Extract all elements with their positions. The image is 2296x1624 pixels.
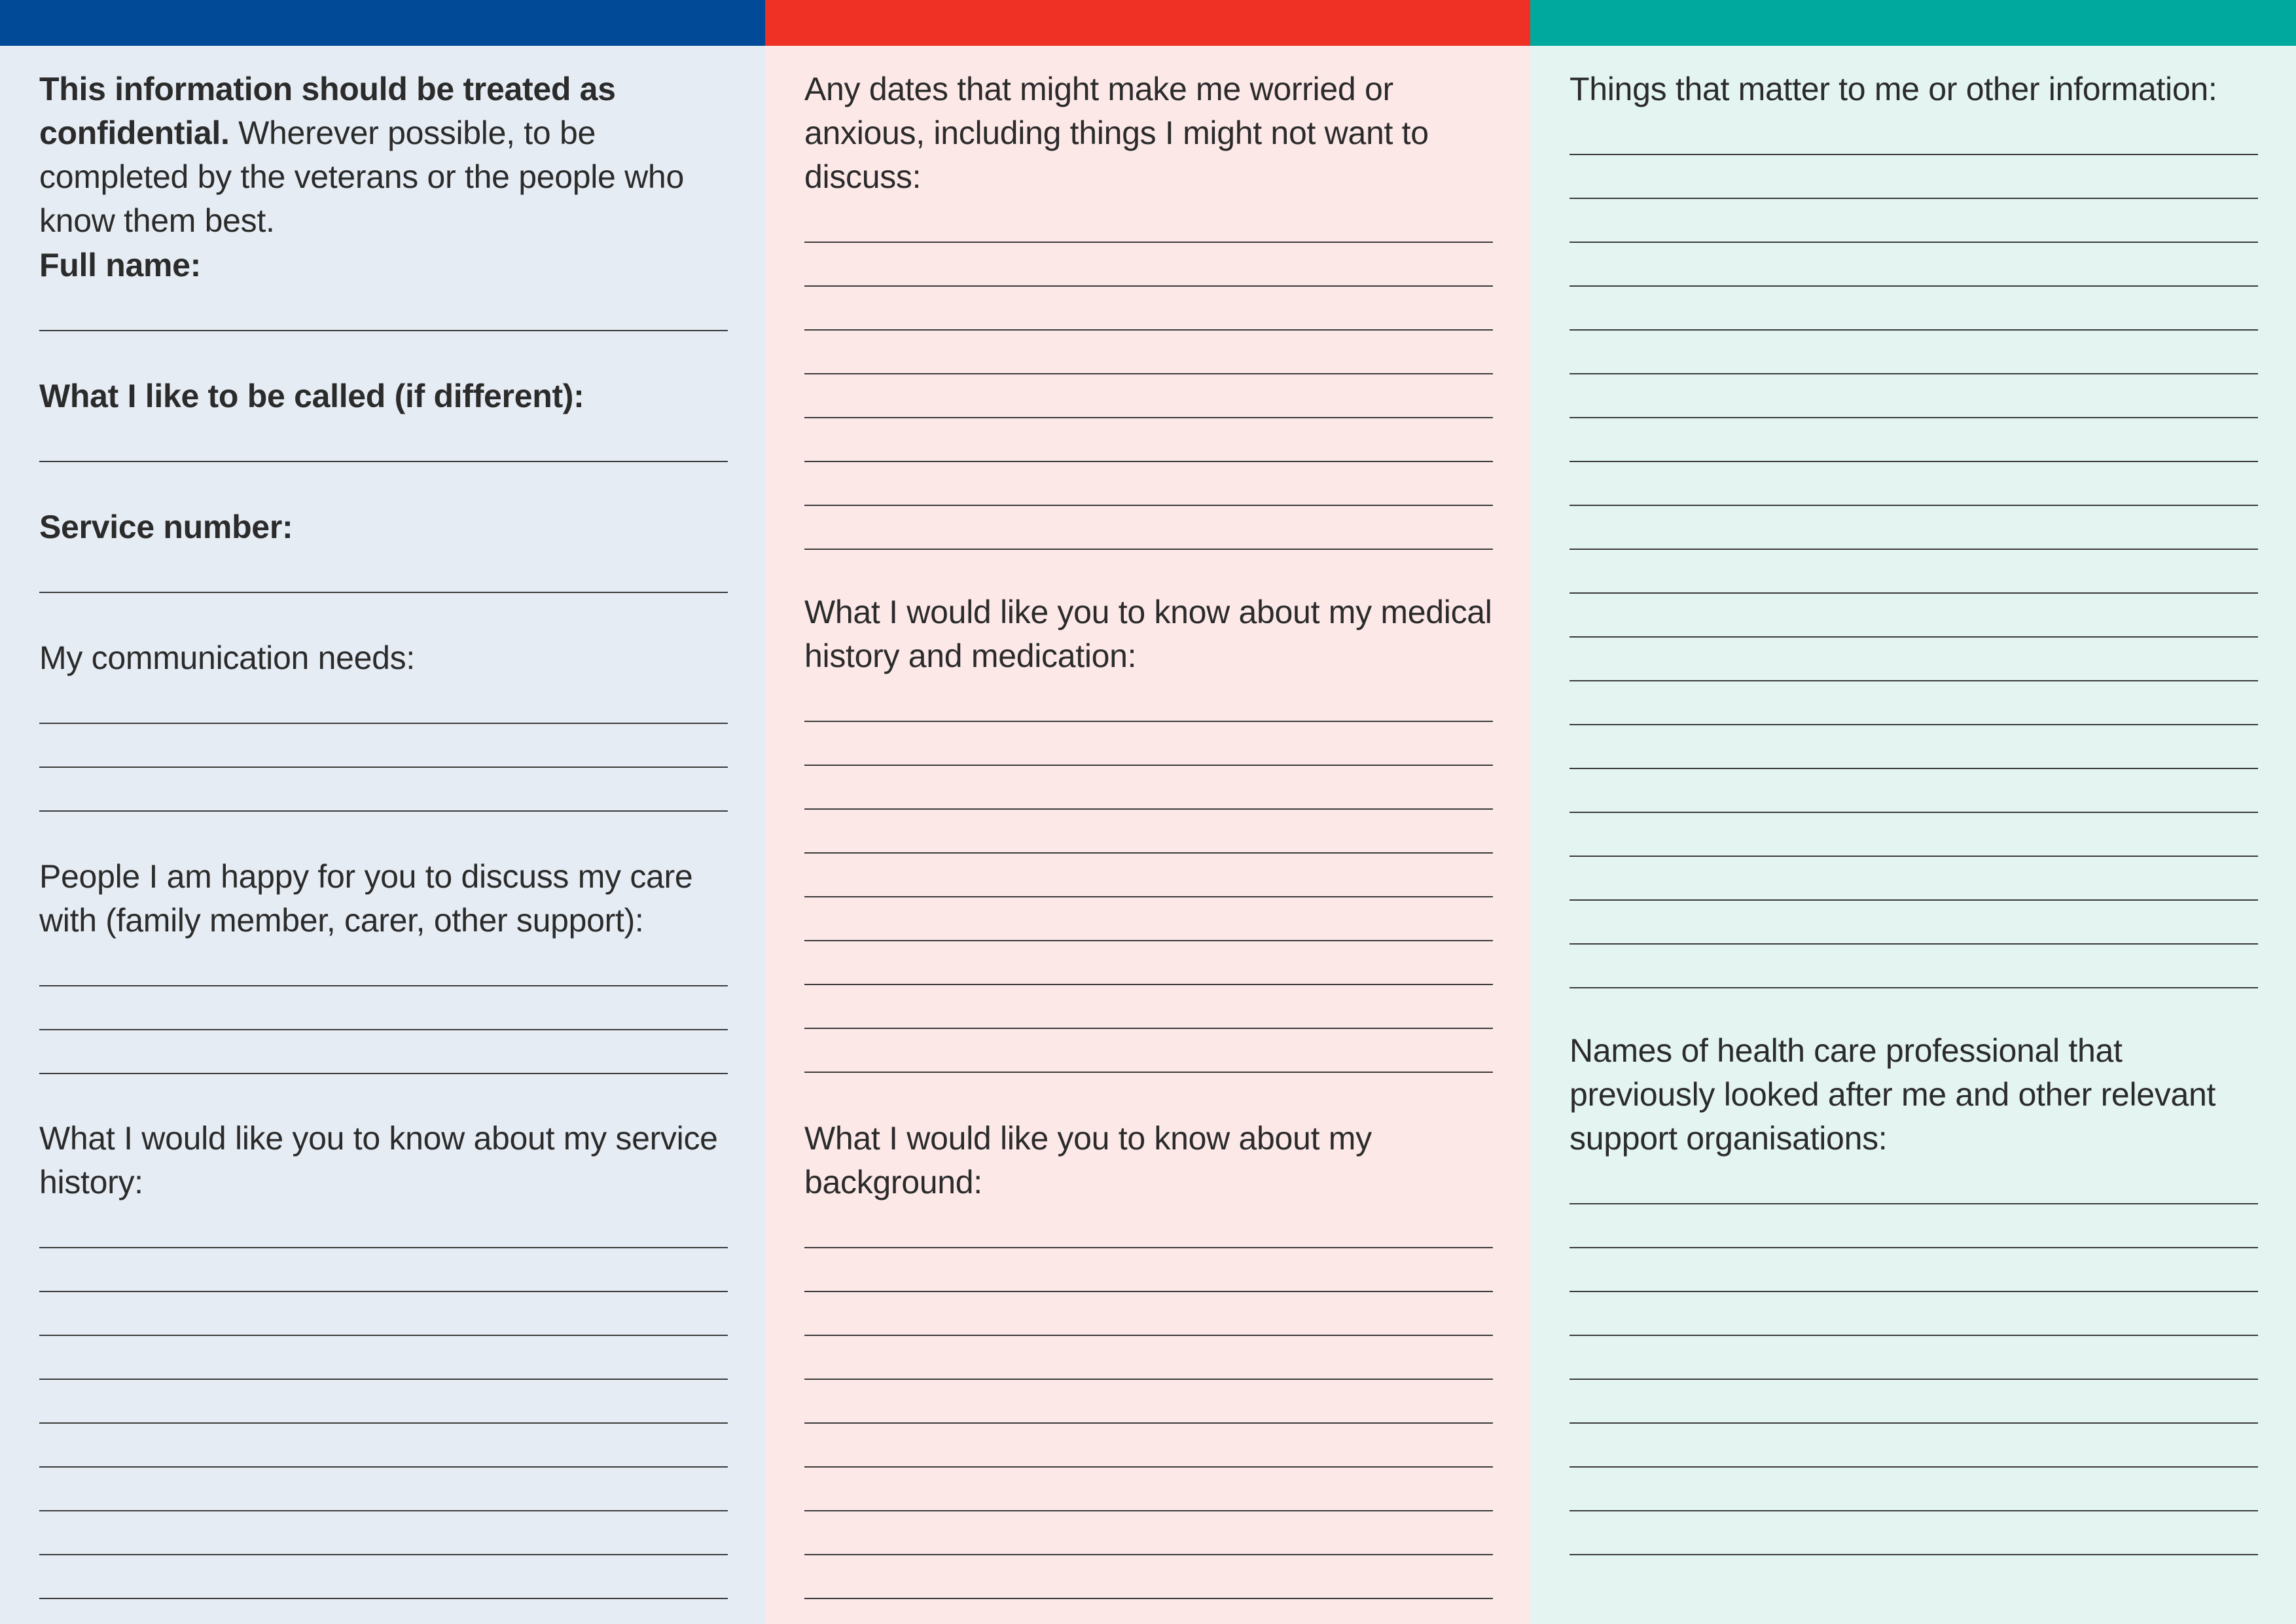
write-line[interactable] (1570, 1468, 2258, 1511)
service-number-label: Service number: (39, 509, 293, 545)
write-line[interactable] (1570, 1161, 2258, 1204)
communication-needs-label: My communication needs: (39, 640, 415, 676)
write-line[interactable] (1570, 1424, 2258, 1468)
write-line[interactable] (1570, 813, 2258, 857)
write-line[interactable] (1570, 418, 2258, 462)
confidential-notice-text (39, 67, 728, 243)
previous-care-professionals-label: Names of health care professional that previously looked after me and other relevant support organisations: (1570, 1032, 2216, 1157)
write-line[interactable] (804, 1380, 1493, 1424)
column-history (765, 0, 1530, 1624)
write-line[interactable] (39, 1336, 728, 1380)
care-contacts-field[interactable] (39, 943, 728, 1074)
service-history-section (39, 1117, 728, 1599)
write-line[interactable] (1570, 638, 2258, 681)
write-line[interactable] (804, 766, 1493, 810)
write-line[interactable] (804, 810, 1493, 854)
write-line[interactable] (804, 374, 1493, 418)
write-line[interactable] (804, 722, 1493, 766)
write-line[interactable] (1570, 1336, 2258, 1380)
write-line[interactable] (39, 768, 728, 812)
write-line[interactable] (39, 287, 728, 331)
medical-history-field[interactable] (804, 678, 1493, 1073)
things-that-matter-label: Things that matter to me or other information: (1570, 71, 2217, 107)
write-line[interactable] (39, 549, 728, 593)
care-contacts-label: People I am happy for you to discuss my care with (family member, carer, other support): (39, 858, 693, 939)
write-line[interactable] (1570, 945, 2258, 988)
write-line[interactable] (1570, 1292, 2258, 1336)
write-line[interactable] (1570, 331, 2258, 374)
write-line[interactable] (39, 1468, 728, 1511)
write-line[interactable] (39, 680, 728, 724)
background-section (804, 1117, 1493, 1599)
write-line[interactable] (804, 854, 1493, 897)
write-line[interactable] (804, 506, 1493, 550)
medical-history-section (804, 590, 1493, 1073)
write-line[interactable] (1570, 594, 2258, 638)
previous-care-professionals-field[interactable] (1570, 1161, 2258, 1555)
write-line[interactable] (804, 1424, 1493, 1468)
write-line[interactable] (39, 1511, 728, 1555)
things-that-matter-field[interactable] (1570, 111, 2258, 988)
write-line[interactable] (39, 1204, 728, 1248)
things-that-matter-section (1570, 67, 2258, 988)
write-line[interactable] (804, 287, 1493, 331)
full-name-label: Full name: (39, 247, 202, 283)
write-line[interactable] (1570, 1248, 2258, 1292)
write-line[interactable] (804, 1292, 1493, 1336)
write-line[interactable] (39, 1248, 728, 1292)
write-line[interactable] (1570, 769, 2258, 813)
write-line[interactable] (1570, 199, 2258, 243)
previous-care-professionals-section (1570, 1029, 2258, 1555)
write-line[interactable] (804, 1511, 1493, 1555)
column-other-information (1530, 0, 2296, 1624)
write-line[interactable] (804, 1555, 1493, 1599)
care-contacts-section (39, 855, 728, 1074)
write-line[interactable] (39, 418, 728, 462)
background-label: What I would like you to know about my background: (804, 1120, 1372, 1200)
anxious-dates-section (804, 67, 1493, 550)
preferred-name-label: What I like to be called (if different): (39, 378, 584, 414)
write-line[interactable] (804, 331, 1493, 374)
write-line[interactable] (1570, 155, 2258, 199)
confidential-notice-bold: This information should be treated as confidential. (39, 71, 616, 151)
write-line[interactable] (1570, 1511, 2258, 1555)
preferred-name-field[interactable] (39, 418, 728, 462)
write-line[interactable] (39, 1030, 728, 1074)
write-line[interactable] (804, 243, 1493, 287)
write-line[interactable] (1570, 111, 2258, 155)
write-line[interactable] (1570, 901, 2258, 945)
write-line[interactable] (39, 1555, 728, 1599)
service-history-label: What I would like you to know about my service history: (39, 1120, 718, 1200)
write-line[interactable] (1570, 374, 2258, 418)
red-header-bar (765, 0, 1530, 46)
write-line[interactable] (804, 678, 1493, 722)
write-line[interactable] (804, 1336, 1493, 1380)
write-line[interactable] (804, 199, 1493, 243)
write-line[interactable] (1570, 287, 2258, 331)
write-line[interactable] (1570, 681, 2258, 725)
write-line[interactable] (804, 985, 1493, 1029)
service-number-section (39, 505, 728, 593)
write-line[interactable] (804, 897, 1493, 941)
confidential-notice (39, 67, 728, 243)
teal-header-bar (1530, 0, 2296, 46)
anxious-dates-label: Any dates that might make me worried or anxious, including things I might not want to discuss: (804, 71, 1429, 195)
write-line[interactable] (1570, 550, 2258, 594)
blue-header-bar (0, 0, 765, 46)
write-line[interactable] (39, 1292, 728, 1336)
full-name-section (39, 244, 728, 331)
write-line[interactable] (1570, 857, 2258, 901)
write-line[interactable] (804, 941, 1493, 985)
write-line[interactable] (39, 724, 728, 768)
communication-needs-field[interactable] (39, 680, 728, 812)
write-line[interactable] (39, 1424, 728, 1468)
write-line[interactable] (804, 462, 1493, 506)
write-line[interactable] (1570, 725, 2258, 769)
write-line[interactable] (1570, 1380, 2258, 1424)
write-line[interactable] (1570, 462, 2258, 506)
write-line[interactable] (804, 1248, 1493, 1292)
write-line[interactable] (804, 1029, 1493, 1073)
write-line[interactable] (804, 1468, 1493, 1511)
column-personal-details (0, 0, 765, 1624)
write-line[interactable] (804, 418, 1493, 462)
write-line[interactable] (1570, 243, 2258, 287)
communication-needs-section (39, 636, 728, 812)
full-name-field[interactable] (39, 287, 728, 331)
anxious-dates-field[interactable] (804, 199, 1493, 550)
service-history-field[interactable] (39, 1204, 728, 1599)
write-line[interactable] (1570, 1204, 2258, 1248)
confidential-notice-rest: Wherever possible, to be completed by the veterans or the people who know them best. (39, 115, 684, 239)
write-line[interactable] (804, 1204, 1493, 1248)
write-line[interactable] (39, 1380, 728, 1424)
background-field[interactable] (804, 1204, 1493, 1599)
service-number-field[interactable] (39, 549, 728, 593)
write-line[interactable] (1570, 506, 2258, 550)
medical-history-label: What I would like you to know about my medical history and medication: (804, 594, 1492, 674)
write-line[interactable] (39, 943, 728, 986)
write-line[interactable] (39, 986, 728, 1030)
preferred-name-section (39, 374, 728, 462)
